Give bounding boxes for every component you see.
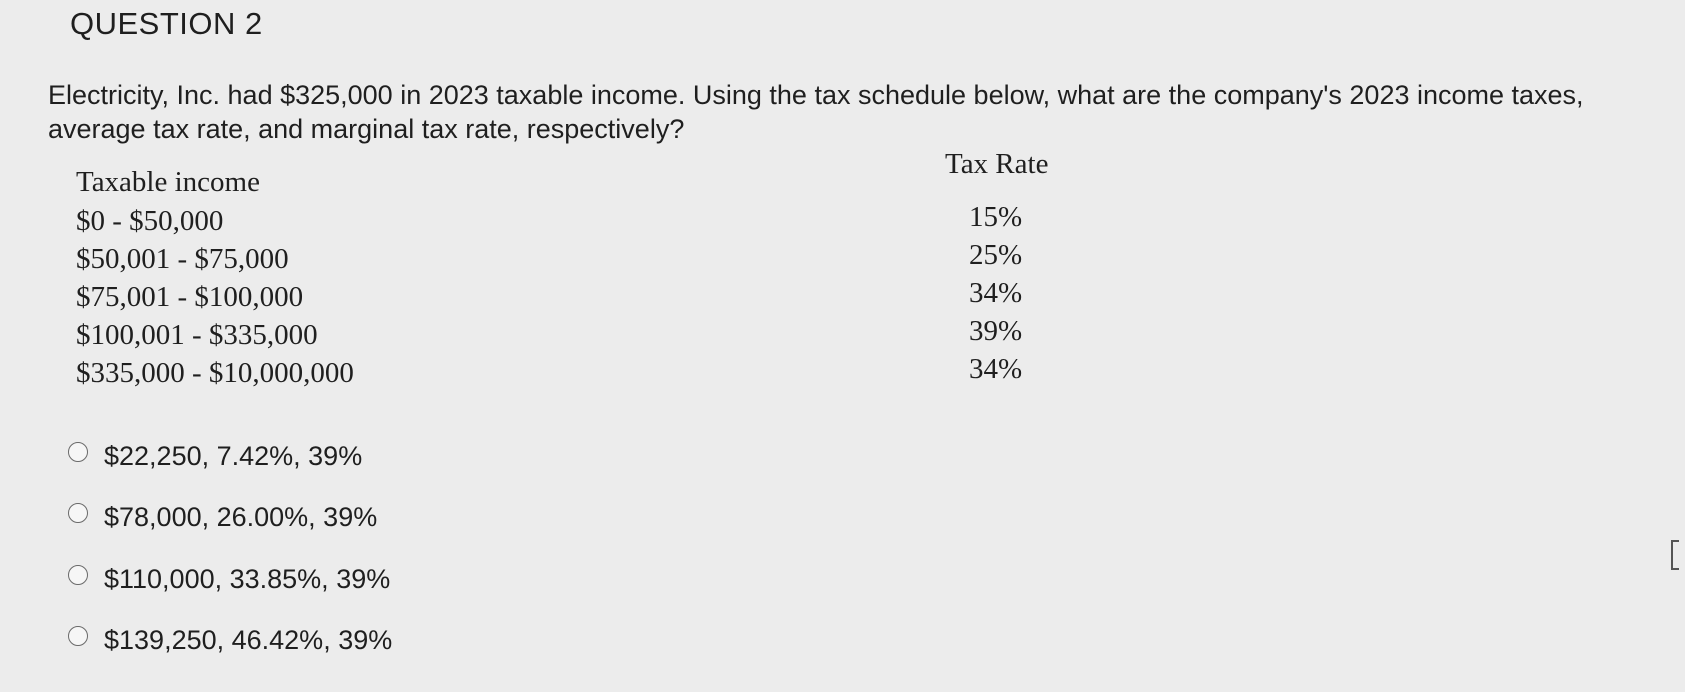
- answer-option-2[interactable]: [68, 499, 377, 535]
- income-bracket: $75,001 - $100,000: [76, 281, 304, 313]
- income-bracket: $50,001 - $75,000: [76, 243, 289, 275]
- bracket-rate: 34%: [969, 353, 1023, 385]
- answer-option-1[interactable]: [68, 438, 362, 474]
- radio-button[interactable]: [68, 503, 88, 523]
- tax-rate-header: Tax Rate: [945, 148, 1049, 180]
- radio-button[interactable]: [68, 626, 88, 646]
- income-bracket: $0 - $50,000: [76, 205, 224, 237]
- schedule-row: [76, 277, 1076, 319]
- radio-button[interactable]: [68, 565, 88, 585]
- option-label[interactable]: $22,250, 7.42%, 39%: [104, 440, 363, 471]
- taxable-income-header: Taxable income: [76, 166, 260, 198]
- schedule-row: [76, 239, 1076, 281]
- question-prompt: Electricity, Inc. had $325,000 in 2023 taxable income. Using the tax schedule below, what are the company's 2023 income taxes, average tax rate, and marginal tax rate, respectively?: [48, 80, 1584, 144]
- income-bracket: $335,000 - $10,000,000: [76, 357, 354, 389]
- bracket-rate: 34%: [969, 277, 1023, 309]
- radio-button[interactable]: [68, 442, 88, 462]
- income-bracket: $100,001 - $335,000: [76, 319, 318, 351]
- option-label[interactable]: $78,000, 26.00%, 39%: [104, 501, 378, 532]
- schedule-row: [76, 315, 1076, 357]
- answer-option-3[interactable]: [68, 561, 390, 597]
- answer-option-4[interactable]: [68, 622, 392, 658]
- scrollbar-edge: [1671, 540, 1679, 570]
- schedule-row: [76, 201, 1076, 243]
- bracket-rate: 25%: [969, 239, 1023, 271]
- option-label[interactable]: $110,000, 33.85%, 39%: [104, 563, 391, 594]
- schedule-row: [76, 353, 1076, 395]
- question-heading: QUESTION 2: [70, 6, 263, 41]
- option-label[interactable]: $139,250, 46.42%, 39%: [104, 624, 393, 655]
- bracket-rate: 15%: [969, 201, 1023, 233]
- bracket-rate: 39%: [969, 315, 1023, 347]
